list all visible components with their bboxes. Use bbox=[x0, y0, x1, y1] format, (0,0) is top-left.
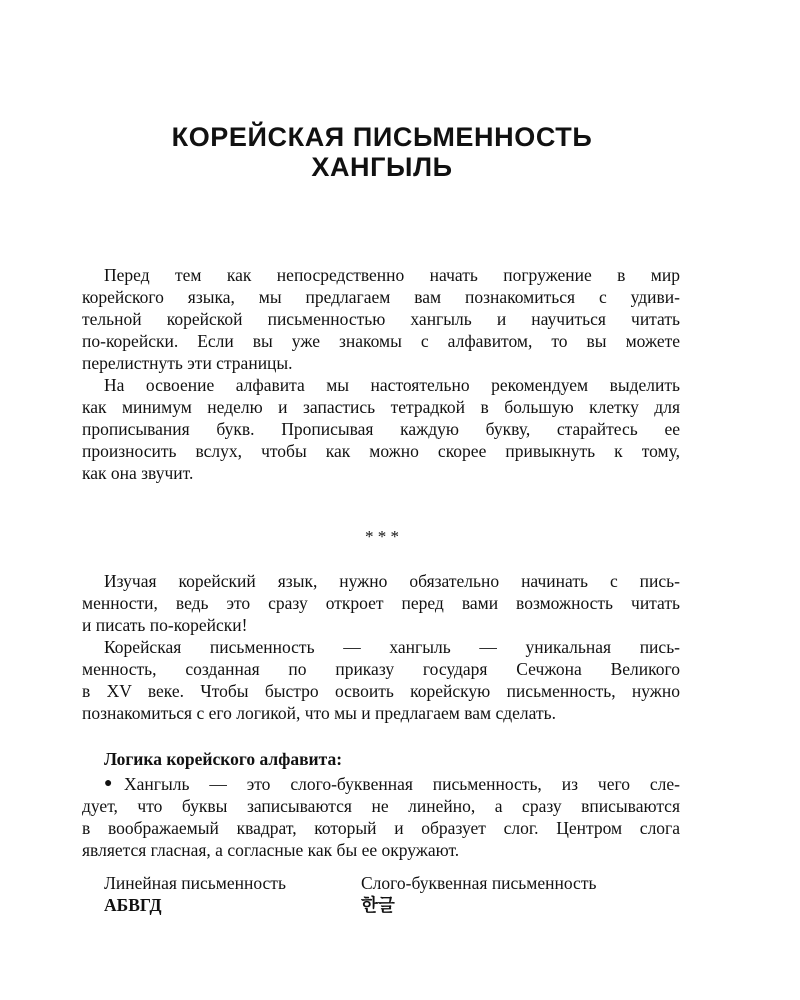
bullet-line: в воображаемый квадрат, который и образует слог. Центром слога bbox=[82, 818, 680, 838]
paragraph-line: На освоение алфавита мы настоятельно рекомендуем выделить bbox=[104, 375, 680, 395]
paragraph-line: прописывания букв. Прописывая каждую букву, старайтесь ее bbox=[82, 419, 680, 439]
paragraph-line: как минимум неделю и запастись тетрадкой в большую клетку для bbox=[82, 397, 680, 417]
paragraph-line: тельной корейской письменностью хангыль и научиться читать bbox=[82, 309, 680, 329]
chapter-title-line-2: ХАНГЫЛЬ bbox=[311, 152, 453, 182]
chapter-title-line-1: КОРЕЙСКАЯ ПИСЬМЕННОСТЬ bbox=[171, 122, 593, 152]
example-sample-linear: АБВГД bbox=[104, 895, 162, 915]
paragraph-line: Изучая корейский язык, нужно обязательно начинать с пись- bbox=[104, 571, 680, 591]
bullet-icon: ● bbox=[104, 776, 113, 791]
paragraph-line: и писать по-корейски! bbox=[82, 615, 248, 635]
paragraph-line: по-корейски. Если вы уже знакомы с алфавитом, то вы можете bbox=[82, 331, 680, 351]
bullet-line: является гласная, а согласные как бы ее окружают. bbox=[82, 840, 460, 860]
section-divider: * * * bbox=[365, 527, 399, 546]
bullet-line: дует, что буквы записываются не линейно, а сразу вписываются bbox=[82, 796, 680, 816]
example-label-syllabic: Слого-буквенная письменность bbox=[361, 873, 597, 893]
bullet-line: Хангыль — это слого-буквенная письменность, из чего сле- bbox=[124, 774, 680, 794]
paragraph-line: корейского языка, мы предлагаем вам познакомиться с удиви- bbox=[82, 287, 680, 307]
paragraph-line: произносить вслух, чтобы как можно скорее привыкнуть к тому, bbox=[82, 441, 680, 461]
paragraph-line: перелистнуть эти страницы. bbox=[82, 353, 293, 373]
paragraph-line: в XV веке. Чтобы быстро освоить корейскую письменность, нужно bbox=[82, 681, 680, 701]
example-sample-syllabic: 한글 bbox=[361, 895, 395, 915]
paragraph-line: Перед тем как непосредственно начать погружение в мир bbox=[104, 265, 680, 285]
paragraph-line: менность, созданная по приказу государя Сечжона Великого bbox=[82, 659, 680, 679]
example-label-linear: Линейная письменность bbox=[104, 873, 286, 893]
section-subheading: Логика корейского алфавита: bbox=[104, 749, 343, 769]
paragraph-line: как она звучит. bbox=[82, 463, 194, 483]
paragraph-line: познакомиться с его логикой, что мы и предлагаем вам сделать. bbox=[82, 703, 556, 723]
paragraph-line: Корейская письменность — хангыль — уникальная пись- bbox=[104, 637, 680, 657]
chapter-title bbox=[0, 122, 764, 182]
paragraph-line: менности, ведь это сразу откроет перед вами возможность читать bbox=[82, 593, 680, 613]
